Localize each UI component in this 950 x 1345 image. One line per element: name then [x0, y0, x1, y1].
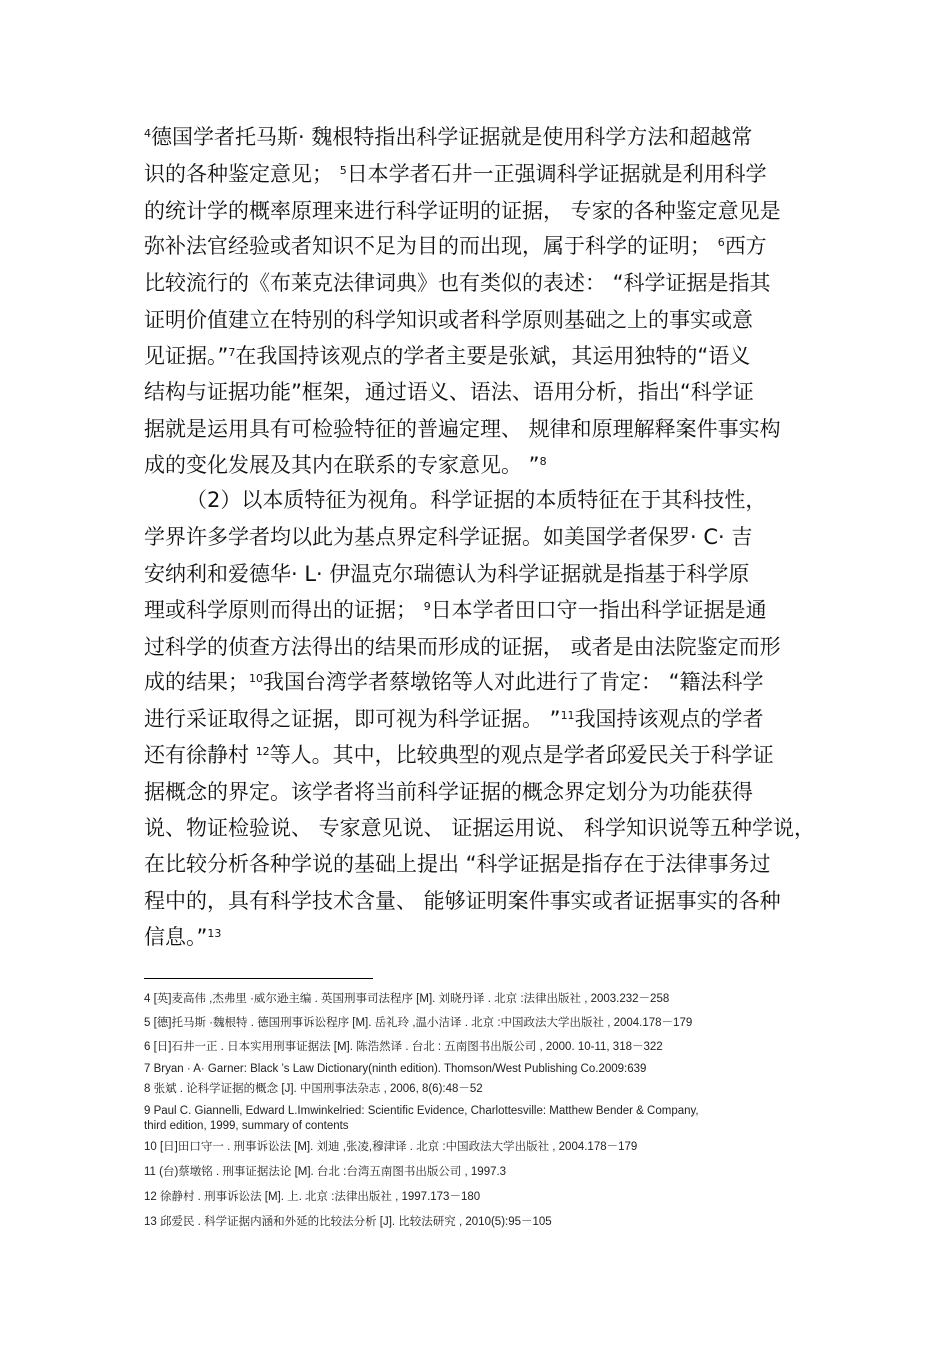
footnote-ref: 9	[423, 600, 431, 613]
body-line	[144, 561, 749, 587]
body-line	[144, 416, 781, 442]
body-line	[144, 343, 750, 369]
body-text-run: （2）以本质特征为视角。科学证据的本质特征在于其科技性，	[186, 488, 767, 512]
body-text-run: 识的各种鉴定意见；	[144, 162, 340, 186]
body-line	[144, 634, 781, 660]
body-text-run: 我国持该观点的学者	[574, 707, 764, 731]
body-line	[186, 487, 766, 513]
body-line	[144, 452, 547, 478]
body-text-run: 过科学的侦查方法得出的结果而形成的证据， 或者是由法院鉴定而形	[144, 635, 781, 659]
body-text-run: 弥补法官经验或者知识不足为目的而出现，属于科学的证明；	[144, 234, 718, 258]
body-text-run: 比较流行的《布莱克法律词典》也有类似的表述： “科学证据是指其	[144, 271, 771, 295]
body-line	[144, 779, 753, 805]
footnote-ref: 5	[339, 164, 347, 177]
body-line	[144, 379, 754, 405]
body-line	[144, 924, 221, 950]
body-text-run: 等人。其中，比较典型的观点是学者邱爱民关于科学证	[269, 743, 774, 767]
body-text-run: 安纳利和爱德华· L· 伊温克尔瑞德认为科学证据就是指基于科学原	[144, 562, 750, 586]
footnote-ref: 11	[560, 709, 575, 722]
body-line	[144, 706, 764, 732]
body-text-run: 证明价值建立在特别的科学知识或者科学原则基础之上的事实或意	[144, 308, 753, 332]
body-line	[144, 815, 815, 841]
footnote-entry: 13 邱爱民 . 科学证据内涵和外延的比较法分析 [J]. 比较法研究 , 2010(5):95－105	[144, 1216, 552, 1228]
body-text-run: 进行采证取得之证据，即可视为科学证据。 ”	[144, 707, 561, 731]
body-line	[144, 597, 767, 623]
footnote-entry: 9 Paul C. Giannelli, Edward L.Imwinkelried: Scientific Evidence, Charlottesville: Matthew Bender & Company,	[144, 1105, 699, 1117]
body-text-run: 西方	[724, 234, 767, 258]
footnote-entry: 7 Bryan · A· Garner: Black ’s Law Dictionary(ninth edition). Thomson/West Publishing Co.2009:639	[144, 1063, 647, 1075]
body-text-run: 成的变化发展及其内在联系的专家意见。 ”	[144, 453, 540, 477]
footnote-entry: 6 [日]石井一正 . 日本实用刑事证据法 [M]. 陈浩然译 . 台北 : 五南图书出版公司 , 2000. 10-11, 318－322	[144, 1041, 663, 1053]
footnote-separator	[144, 978, 373, 979]
body-text-run: 理或科学原则而得出的证据；	[144, 598, 424, 622]
body-line	[144, 669, 764, 695]
footnote-entry: 11 (台)蔡墩铭 . 刑事证据法论 [M]. 台北 :台湾五南图书出版公司 , 1997.3	[144, 1166, 507, 1178]
body-text-run: 见证据。”	[144, 344, 229, 368]
body-text-run: 说、物证检验说、 专家意见说、 证据运用说、 科学知识说等五种学说，	[144, 816, 816, 840]
body-text-run: 据概念的界定。该学者将当前科学证据的概念界定划分为功能获得	[144, 780, 753, 804]
footnote-entry: 12 徐静村 . 刑事诉讼法 [M]. 上. 北京 :法律出版社 , 1997.173－180	[144, 1191, 481, 1203]
body-line	[144, 198, 781, 224]
footnote-ref: 10	[249, 672, 263, 685]
body-text-run: 据就是运用具有可检验特征的普遍定理、 规律和原理解释案件事实构	[144, 417, 781, 441]
footnote-ref: 4	[144, 127, 151, 140]
body-line	[144, 742, 774, 768]
body-line	[144, 524, 752, 550]
body-line	[144, 270, 771, 296]
footnote-entry: third edition, 1999, summary of contents	[144, 1120, 349, 1132]
body-text-run: 还有徐静村	[144, 743, 256, 767]
body-line	[144, 161, 767, 187]
body-text-run: 学界许多学者均以此为基点界定科学证据。如美国学者保罗· C· 吉	[144, 525, 753, 549]
body-line	[144, 124, 752, 150]
body-line	[144, 851, 771, 877]
body-text-run: 我国台湾学者蔡墩铭等人对此进行了肯定： “籍法科学	[263, 670, 764, 694]
body-line	[144, 307, 753, 333]
footnote-ref: 12	[255, 745, 270, 758]
body-line	[144, 888, 781, 914]
body-text-run: 在比较分析各种学说的基础上提出 “科学证据是指存在于法律事务过	[144, 852, 771, 876]
body-text-run: 信息。”	[144, 925, 208, 949]
body-text-run: 的统计学的概率原理来进行科学证明的证据， 专家的各种鉴定意见是	[144, 199, 781, 223]
body-text-run: 日本学者田口守一指出科学证据是通	[430, 598, 767, 622]
body-text-run: 德国学者托马斯· 魏根特指出科学证据就是使用科学方法和超越常	[151, 125, 753, 149]
footnote-entry: 10 [日]田口守一 . 刑事诉讼法 [M]. 刘迪 ,张凌,穆津译 . 北京 :中国政法大学出版社 , 2004.178－179	[144, 1141, 638, 1153]
body-text-run: 日本学者石井一正强调科学证据就是利用科学	[346, 162, 767, 186]
footnote-ref: 8	[539, 455, 547, 468]
body-line	[144, 233, 767, 259]
body-text-run: 成的结果；	[144, 670, 249, 694]
footnote-entry: 5 [德]托马斯 ·魏根特 . 德国刑事诉讼程序 [M]. 岳礼玲 ,温小洁译 . 北京 :中国政法大学出版社 , 2004.178－179	[144, 1017, 693, 1029]
body-text-run: 结构与证据功能”框架，通过语义、语法、语用分析，指出“科学证	[144, 380, 754, 404]
body-text-run: 在我国持该观点的学者主要是张斌，其运用独特的“语义	[235, 344, 751, 368]
footnote-ref: 6	[717, 236, 725, 249]
footnote-entry: 8 张斌 . 论科学证据的概念 [J]. 中国刑事法杂志 , 2006, 8(6):48－52	[144, 1083, 483, 1095]
footnote-entry: 4 [英]麦高伟 ,杰弗里 ·威尔逊主编 . 英国刑事司法程序 [M]. 刘晓丹译 . 北京 :法律出版社 , 2003.232－258	[144, 993, 670, 1005]
body-text-run: 程中的，具有科学技术含量、 能够证明案件事实或者证据事实的各种	[144, 889, 781, 913]
footnote-ref: 7	[228, 346, 236, 359]
footnote-ref: 13	[207, 927, 222, 940]
